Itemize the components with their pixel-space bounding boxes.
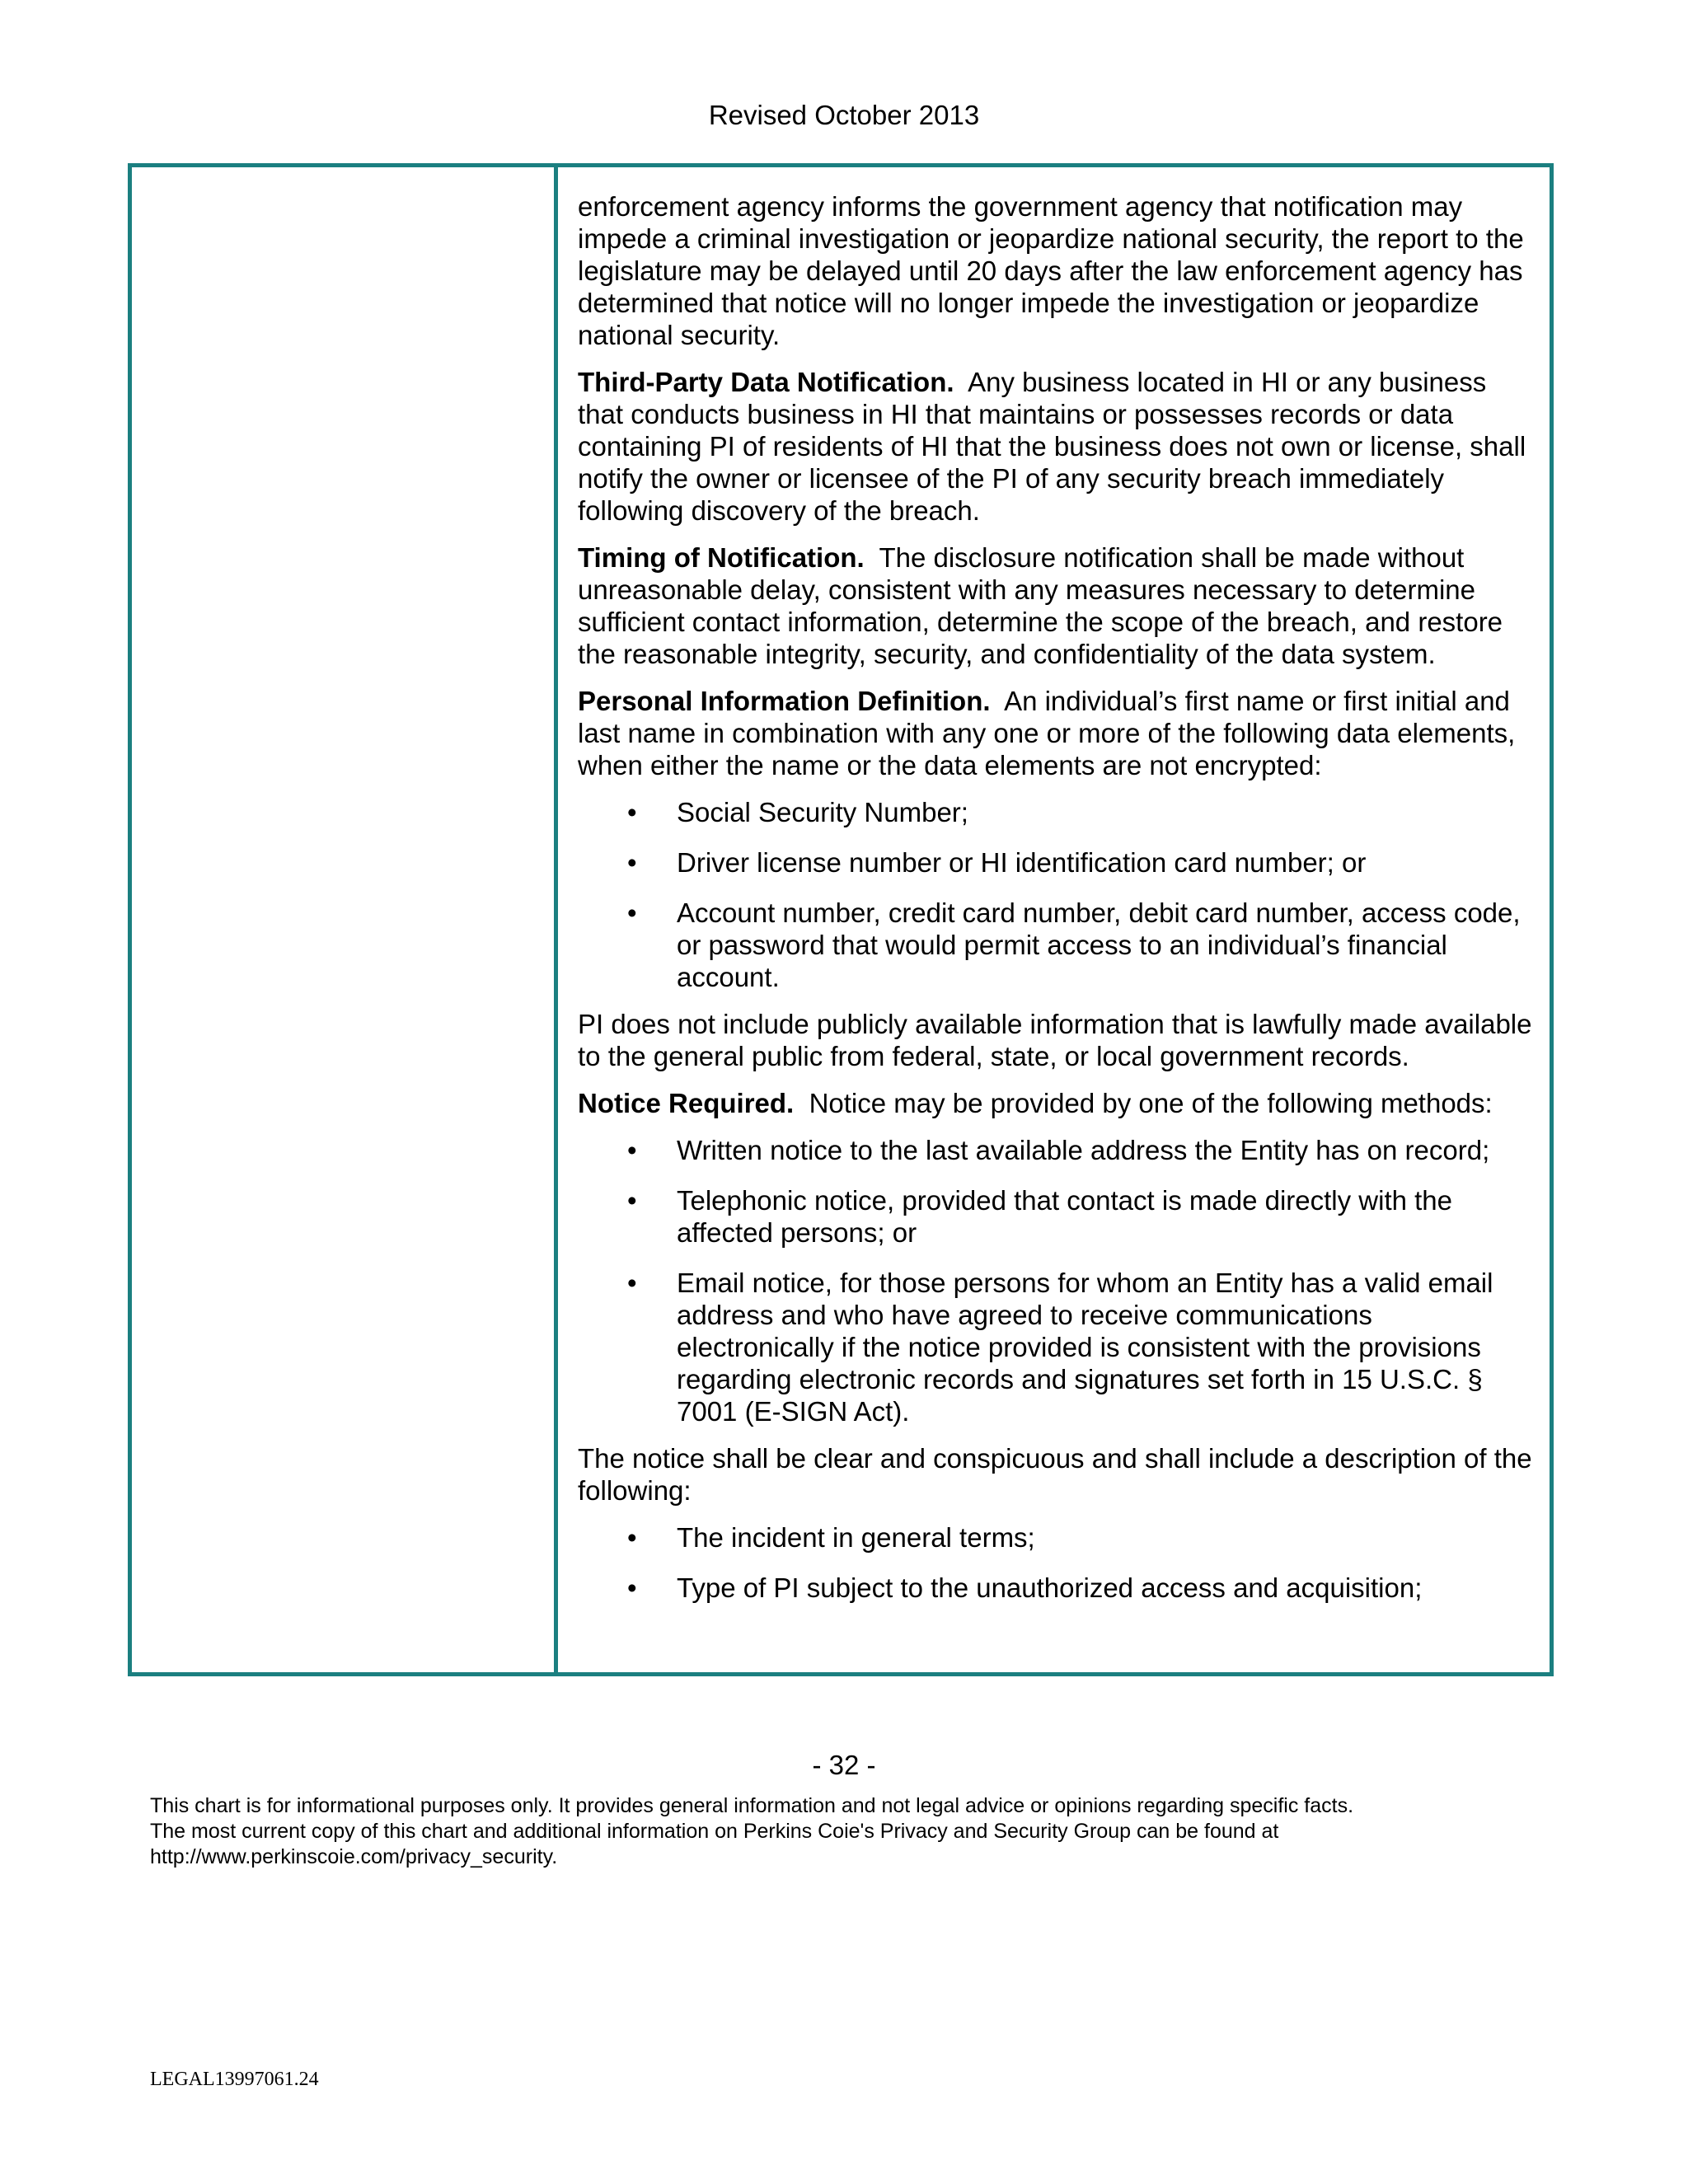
- bullet-icon: •: [627, 1522, 637, 1553]
- intro-paragraph: [578, 190, 1533, 351]
- pi-definition-text: An individual’s first name or first initial and last name in combination with any one or more of the following data elements, when either the name or the data elements are not encrypted:: [578, 686, 1516, 780]
- notice-content-paragraph: [578, 1442, 1533, 1507]
- document-id: LEGAL13997061.24: [150, 2069, 319, 2090]
- disclaimer-line: This chart is for informational purposes only. It provides general information and not legal advice or opinions regarding specific facts.: [150, 1794, 1354, 1817]
- list-item: • Email notice, for those persons for whom an Entity has a valid email address and who have agreed to receive communications electronically if the notice provided is consistent with the provisions regarding electronic records and signatures set forth in 15 U.S.C. § 7001 (E-SIGN Act).: [627, 1268, 1493, 1427]
- bullet-icon: •: [627, 797, 637, 827]
- pi-elements-list: [578, 796, 1533, 993]
- list-item: • Written notice to the last available address the Entity has on record;: [627, 1135, 1490, 1165]
- state-column-cell: [132, 167, 558, 1672]
- bullet-icon: •: [627, 1135, 637, 1165]
- disclaimer-line: http://www.perkinscoie.com/privacy_security.: [150, 1845, 558, 1868]
- third-party-paragraph: [578, 366, 1533, 527]
- bullet-icon: •: [627, 847, 637, 878]
- disclaimer: [150, 1793, 1551, 1870]
- list-item: • Social Security Number;: [627, 797, 968, 827]
- page-number: - 32 -: [812, 1750, 876, 1780]
- third-party-text: Any business located in HI or any business that conducts business in HI that maintains or possesses records or data containing PI of residents of HI that the business does not own or license, shall notify the owner or licensee of the PI of any security breach immediately following discovery of the breach.: [578, 367, 1526, 526]
- list-item: • Type of PI subject to the unauthorized access and acquisition;: [627, 1572, 1423, 1603]
- bullet-icon: •: [627, 1185, 637, 1216]
- list-item: • The incident in general terms;: [627, 1522, 1035, 1553]
- pi-exclusion-paragraph: [578, 1008, 1533, 1072]
- notice-content-text: The notice shall be clear and conspicuous and shall include a description of the following:: [578, 1443, 1532, 1506]
- notice-required-text: Notice may be provided by one of the following methods:: [809, 1088, 1493, 1118]
- notice-methods-list: [578, 1134, 1533, 1427]
- third-party-heading: Third-Party Data Notification.: [578, 367, 954, 397]
- list-item: • Driver license number or HI identification card number; or: [627, 847, 1367, 878]
- timing-text: The disclosure notification shall be made without unreasonable delay, consistent with any measures necessary to determine sufficient contact information, determine the scope of the breach, and restore the reasonable integrity, security, and confidentiality of the data system.: [578, 542, 1503, 669]
- pi-definition-paragraph: [578, 685, 1533, 781]
- intro-text: enforcement agency informs the government agency that notification may impede a criminal investigation or jeopardize national security, the report to the legislature may be delayed until 20 days after the law enforcement agency has determined that notice will no longer impede the investigation or jeopardize national security.: [578, 191, 1524, 350]
- list-item: • Account number, credit card number, debit card number, access code, or password that would permit access to an individual’s financial account.: [627, 898, 1521, 992]
- list-item: • Telephonic notice, provided that contact is made directly with the affected persons; or: [627, 1185, 1453, 1248]
- notice-required-heading: Notice Required.: [578, 1088, 795, 1118]
- notice-content-list: [578, 1521, 1533, 1604]
- law-chart-table: [128, 163, 1554, 1676]
- disclaimer-line: The most current copy of this chart and additional information on Perkins Coie's Privacy and Security Group can be found at: [150, 1820, 1279, 1843]
- notice-required-paragraph: [578, 1087, 1533, 1119]
- page-header-revised: Revised October 2013: [708, 100, 980, 130]
- pi-definition-heading: Personal Information Definition.: [578, 686, 991, 716]
- law-details-cell: [558, 167, 1550, 1672]
- timing-paragraph: [578, 541, 1533, 670]
- pi-exclusion-text: PI does not include publicly available information that is lawfully made available to the general public from federal, state, or local government records.: [578, 1009, 1532, 1071]
- bullet-icon: •: [627, 1268, 637, 1298]
- timing-heading: Timing of Notification.: [578, 542, 865, 573]
- bullet-icon: •: [627, 1572, 637, 1603]
- bullet-icon: •: [627, 898, 637, 928]
